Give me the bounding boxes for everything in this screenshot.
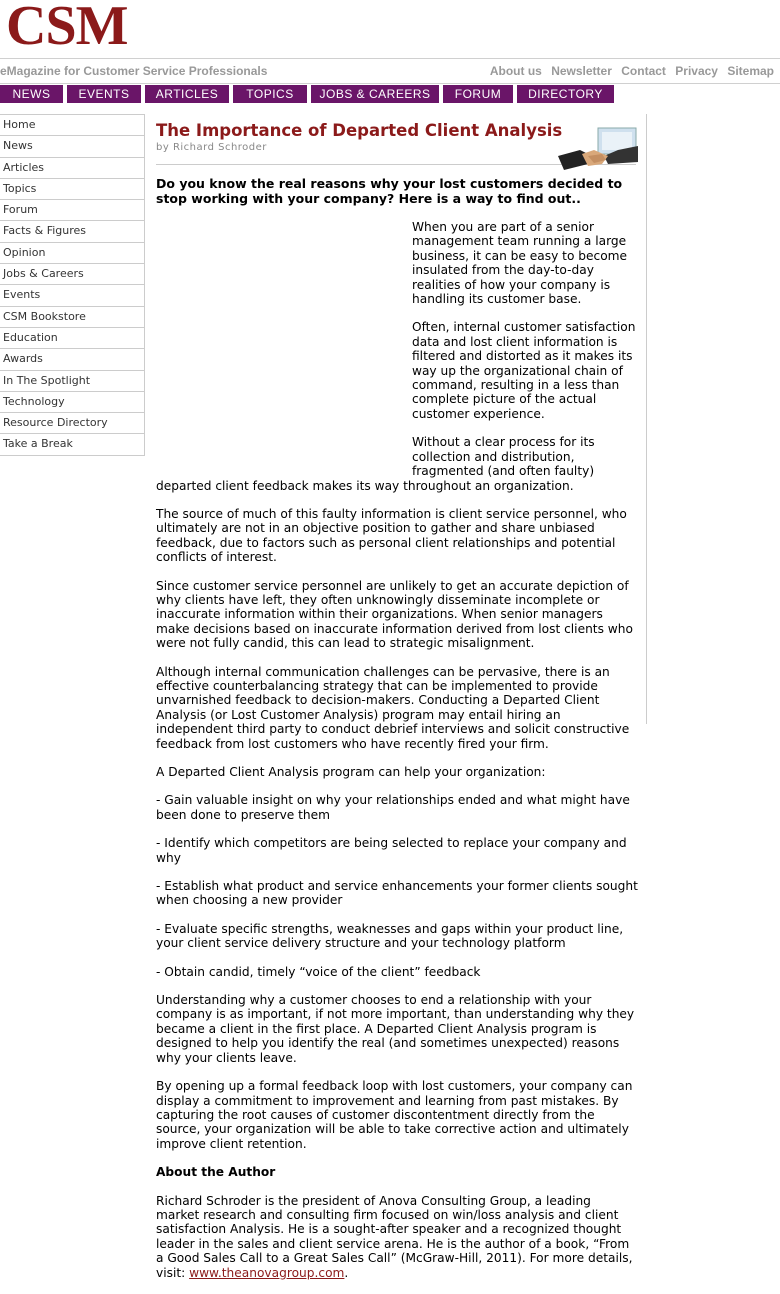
article-bullet: - Obtain candid, timely “voice of the client” feedback bbox=[156, 964, 481, 979]
author-bio-end: . bbox=[344, 1265, 349, 1280]
article-bullet: - Evaluate specific strengths, weaknesses and gaps within your product line, your client service delivery structure and your technology platform bbox=[156, 921, 624, 951]
article-paragraph: Without a clear process for its collection and distribution, fragmented (and often faulty) departed client feedback makes its way throughout an organization. bbox=[156, 435, 595, 493]
sidebar-item-take-a-break[interactable]: Take a Break bbox=[0, 434, 144, 455]
article-paragraph: By opening up a formal feedback loop with lost customers, your company can display a commitment to improvement and learning from past mistakes. By capturing the root causes of customer discontentment directly from the source, your organization will be able to take corrective action and ultimately improve client retention. bbox=[156, 1079, 633, 1151]
nav-directory[interactable]: DIRECTORY bbox=[517, 85, 614, 103]
sidebar-item-topics[interactable]: Topics bbox=[0, 179, 144, 200]
sidebar-item-bookstore[interactable]: CSM Bookstore bbox=[0, 307, 144, 328]
privacy-link[interactable]: Privacy bbox=[675, 64, 718, 78]
article-paragraph: A Departed Client Analysis program can help your organization: bbox=[156, 765, 546, 779]
site-logo[interactable]: CSM bbox=[6, 0, 128, 57]
article-body bbox=[156, 220, 638, 1294]
sidebar-nav bbox=[0, 114, 145, 456]
author-bio bbox=[156, 1194, 638, 1280]
article-paragraph: Understanding why a customer chooses to end a relationship with your company is as important, if not more important, than understanding why they became a client in the first place. A Departed Client Analysis program is designed to help you identify the real (and sometimes unexpected) reasons why your clients leave. bbox=[156, 993, 635, 1065]
article-paragraph: When you are part of a senior management team running a large business, it can be easy to become insulated from the day-to-day realities of how your company is handling its customer base. bbox=[412, 220, 628, 307]
article-bullet: - Identify which competitors are being selected to replace your company and why bbox=[156, 836, 627, 865]
article-title: The Importance of Departed Client Analysis bbox=[156, 121, 563, 140]
top-links bbox=[484, 64, 774, 78]
author-website-link[interactable]: www.theanovagroup.com bbox=[189, 1265, 345, 1280]
sidebar-item-jobs-careers[interactable]: Jobs & Careers bbox=[0, 264, 144, 285]
article-paragraph: Although internal communication challenges can be pervasive, there is an effective counterbalancing strategy that can be implemented to provide unvarnished feedback to decision-makers. Conducting a Departed Client Analysis (or Lost Customer Analysis) program may entail hiring an independent third party to conduct debrief interviews and solicit constructive feedback from lost customers who have recently fired your firm. bbox=[156, 664, 630, 751]
nav-jobs-careers[interactable]: JOBS & CAREERS bbox=[311, 85, 439, 103]
article-intro: Do you know the real reasons why your lost customers decided to stop working with your company? Here is a way to find out.. bbox=[156, 176, 623, 206]
sidebar-item-technology[interactable]: Technology bbox=[0, 392, 144, 413]
article-byline: by Richard Schroder bbox=[156, 142, 267, 153]
sidebar-item-articles[interactable]: Articles bbox=[0, 158, 144, 179]
nav-forum[interactable]: FORUM bbox=[443, 85, 513, 103]
sidebar-item-events[interactable]: Events bbox=[0, 285, 144, 306]
site-tagline: eMagazine for Customer Service Professionals bbox=[0, 64, 268, 78]
sidebar-item-resource-directory[interactable]: Resource Directory bbox=[0, 413, 144, 434]
sidebar-item-opinion[interactable]: Opinion bbox=[0, 243, 144, 264]
sidebar-item-home[interactable]: Home bbox=[0, 114, 144, 136]
nav-news[interactable]: NEWS bbox=[0, 85, 63, 103]
tagline-bar bbox=[0, 58, 780, 84]
sitemap-link[interactable]: Sitemap bbox=[727, 64, 774, 78]
nav-topics[interactable]: TOPICS bbox=[233, 85, 307, 103]
sidebar-item-spotlight[interactable]: In The Spotlight bbox=[0, 371, 144, 392]
article-bullet: - Gain valuable insight on why your relationships ended and what might have been done to preserve them bbox=[156, 793, 630, 822]
author-bio-text: Richard Schroder is the president of Anova Consulting Group, a leading market research and consulting firm focused on win/loss analysis and client satisfaction Analysis. He is a sought-after speaker and a recognized thought leader in the sales and client service arena. He is the author of a book, “From a Good Sales Call to a Great Sales Call” (McGraw-Hill, 2011). For more details, visit: bbox=[156, 1193, 633, 1280]
sidebar-item-education[interactable]: Education bbox=[0, 328, 144, 349]
article-paragraph: Since customer service personnel are unlikely to get an accurate depiction of why clients have left, they often unknowingly disseminate incomplete or inaccurate information within their organizations. When senior managers make decisions based on inaccurate information derived from lost clients who were not fully candid, this can lead to strategic misalignment. bbox=[156, 578, 633, 651]
contact-link[interactable]: Contact bbox=[621, 64, 666, 78]
about-us-link[interactable]: About us bbox=[489, 64, 542, 78]
newsletter-link[interactable]: Newsletter bbox=[551, 64, 612, 78]
sidebar-item-news[interactable]: News bbox=[0, 136, 144, 157]
handshake-image bbox=[558, 126, 638, 174]
nav-events[interactable]: EVENTS bbox=[67, 85, 141, 103]
ad-placeholder bbox=[156, 220, 412, 470]
author-heading: About the Author bbox=[156, 1165, 276, 1180]
article-paragraph: The source of much of this faulty information is client service personnel, who ultimately are not in an objective position to gather and share unbiased feedback, due to factors such as personal client relationships and potential conflicts of interest. bbox=[156, 506, 627, 565]
sidebar-item-awards[interactable]: Awards bbox=[0, 349, 144, 370]
nav-articles[interactable]: ARTICLES bbox=[145, 85, 229, 103]
sidebar-item-facts-figures[interactable]: Facts & Figures bbox=[0, 221, 144, 242]
sidebar-item-forum[interactable]: Forum bbox=[0, 200, 144, 221]
article-bullet: - Establish what product and service enhancements your former clients sought when choosing a new provider bbox=[156, 879, 638, 908]
article-paragraph: Often, internal customer satisfaction data and lost client information is filtered and distorted as it makes its way up the organizational chain of command, resulting in a less than complete picture of the actual customer experience. bbox=[412, 320, 636, 421]
